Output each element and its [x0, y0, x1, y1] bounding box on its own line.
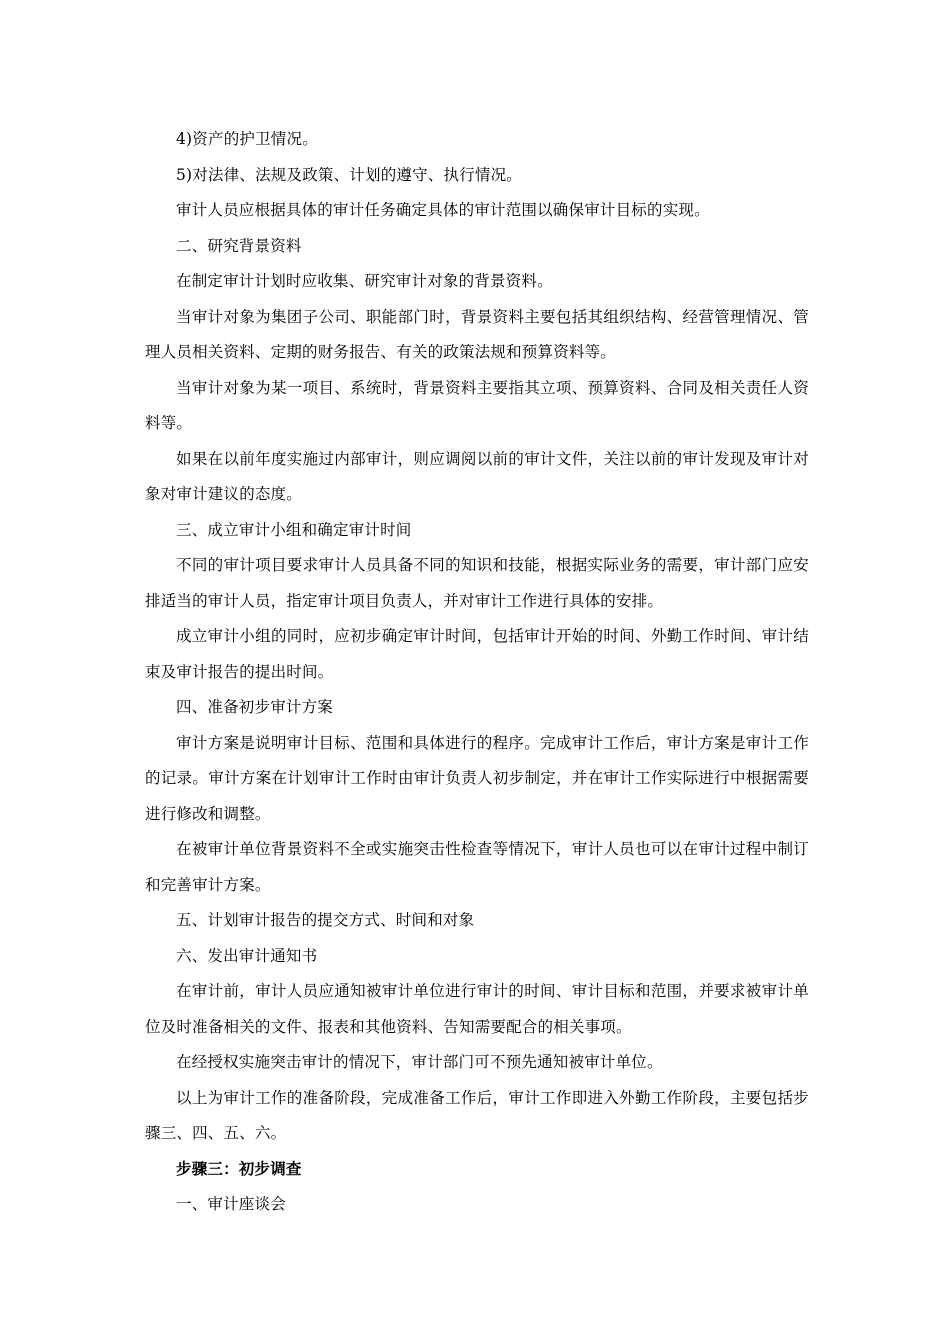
section-heading-4: 四、准备初步审计方案: [176, 698, 334, 716]
paragraph: 不同的审计项目要求审计人员具备不同的知识和技能，根据实际业务的需要，审计部门应安排适当的审计人员，指定审计项目负责人，并对审计工作进行具体的安排。: [145, 556, 809, 610]
paragraph: 在审计前，审计人员应通知被审计单位进行审计的时间、审计目标和范围，并要求被审计单位及时准备相关的文件、报表和其他资料、告知需要配合的相关事项。: [145, 982, 809, 1036]
paragraph: 当审计对象为某一项目、系统时，背景资料主要指其立项、预算资料、合同及相关责任人资料等。: [145, 378, 809, 432]
paragraph: 成立审计小组的同时，应初步确定审计时间，包括审计开始的时间、外勤工作时间、审计结束及审计报告的提出时间。: [145, 627, 809, 681]
section-heading-2: 二、研究背景资料: [176, 236, 302, 255]
paragraph: 在被审计单位背景资料不全或实施突击性检查等情况下，审计人员也可以在审计过程中制订和完善审计方案。: [145, 840, 809, 894]
paragraph: 审计人员应根据具体的审计任务确定具体的审计范围以确保审计目标的实现。: [176, 201, 710, 219]
paragraph: 如果在以前年度实施过内部审计，则应调阅以前的审计文件，关注以前的审计发现及审计对象对审计建议的态度。: [145, 449, 809, 503]
paragraph: 审计方案是说明审计目标、范围和具体进行的程序。完成审计工作后，审计方案是审计工作的记录。审计方案在计划审计工作时由审计负责人初步制定，并在审计工作实际进行中根据需要进行修改和调整。: [145, 733, 809, 823]
section-heading-6: 六、发出审计通知书: [176, 946, 318, 965]
list-item-5: 5)对法律、法规及政策、计划的遵守、执行情况。: [176, 165, 523, 184]
document-body: [145, 122, 809, 1223]
section-heading-3: 三、成立审计小组和确定审计时间: [176, 520, 412, 539]
step-heading: 步骤三：初步调查: [176, 1159, 302, 1178]
paragraph: 在经授权实施突击审计的情况下，审计部门可不预先通知被审计单位。: [176, 1053, 663, 1071]
paragraph: 在制定审计计划时应收集、研究审计对象的背景资料。: [176, 272, 553, 290]
section-heading-5: 五、计划审计报告的提交方式、时间和对象: [176, 911, 475, 929]
paragraph: 当审计对象为集团子公司、职能部门时，背景资料主要包括其组织结构、经营管理情况、管理人员相关资料、定期的财务报告、有关的政策法规和预算资料等。: [145, 307, 809, 361]
list-item-4: 4)资产的护卫情况。: [176, 130, 318, 148]
paragraph: 以上为审计工作的准备阶段，完成准备工作后，审计工作即进入外勤工作阶段，主要包括步骤三、四、五、六。: [145, 1088, 809, 1142]
section-heading-1: 一、审计座谈会: [176, 1195, 286, 1213]
